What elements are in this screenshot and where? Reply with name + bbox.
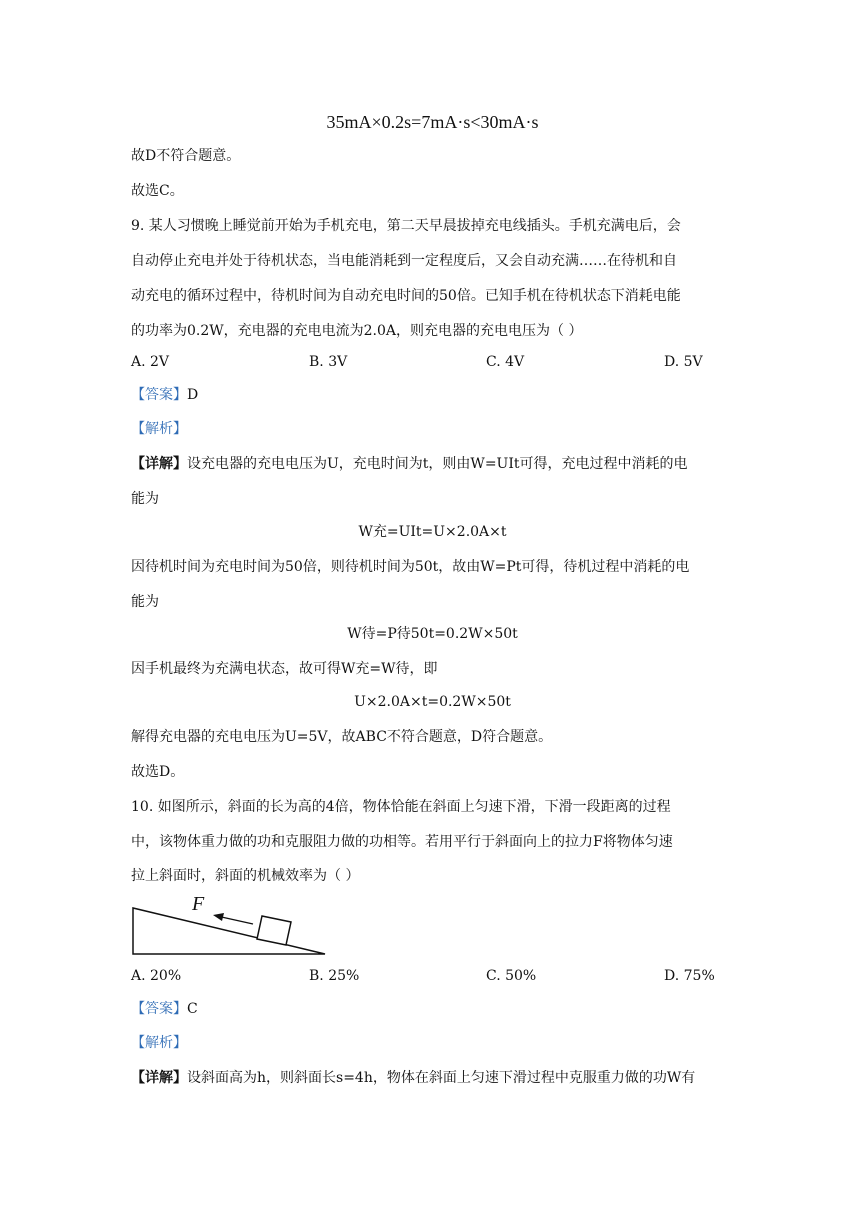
q9-detail-text: 设充电器的充电电压为U，充电时间为t，则由W=UIt可得，充电过程中消耗的电 (187, 456, 688, 472)
q10-answer-value: C (187, 1001, 198, 1017)
q9-stem-line2: 自动停止充电并处于待机状态，当电能消耗到一定程度后，又会自动充满……在待机和自 (131, 253, 677, 269)
q9-stem-line3: 动充电的循环过程中，待机时间为自动充电时间的50倍。已知手机在待机状态下消耗电能 (131, 288, 681, 304)
q9-select: 故选D。 (131, 764, 185, 780)
q10-stem-line3: 拉上斜面时，斜面的机械效率为（ ） (131, 868, 360, 884)
q10-detail-text: 设斜面高为h，则斜面长s=4h，物体在斜面上匀速下滑过程中克服重力做的功W有 (187, 1070, 696, 1086)
q9-equation2: W待=P待50t=0.2W×50t (347, 626, 518, 642)
q9-result: 解得充电器的充电电压为U=5V，故ABC不符合题意，D符合题意。 (131, 729, 553, 745)
q9-mid-line2: 能为 (131, 594, 159, 610)
q10-option-a: A. 20% (131, 968, 182, 984)
q10-option-c: C. 50% (486, 968, 537, 984)
q9-answer-value: D (187, 387, 199, 403)
q9-stem-line1: 9. 某人习惯晚上睡觉前开始为手机充电，第二天早晨拔掉充电线插头。手机充满电后，会 (131, 218, 681, 234)
q10-stem-line2: 中，该物体重力做的功和克服阻力做的功相等。若用平行于斜面向上的拉力F将物体匀速 (131, 834, 673, 850)
q9-stem-line4: 的功率为0.2W，充电器的充电电流为2.0A，则充电器的充电电压为（ ） (131, 323, 583, 339)
q9-option-b: B. 3V (309, 354, 348, 370)
q10-option-b: B. 25% (309, 968, 360, 984)
q9-answer-tag: 【答案】 (131, 387, 187, 403)
q9-equation1: W充=UIt=U×2.0A×t (358, 524, 507, 540)
q9-option-d: D. 5V (664, 354, 703, 370)
q9-equation3: U×2.0A×t=0.2W×50t (354, 694, 511, 710)
q10-answer (131, 999, 198, 1019)
q9-analysis-tag: 【解析】 (131, 421, 187, 437)
force-arrow-head (213, 913, 224, 921)
p8-select: 故选C。 (131, 183, 184, 199)
q10-answer-tag: 【答案】 (131, 1001, 187, 1017)
q10-detail-tag: 【详解】 (131, 1070, 187, 1086)
block (257, 916, 291, 945)
q9-detail-line2: 能为 (131, 491, 159, 507)
q9-detail-line1 (131, 454, 688, 474)
incline-diagram (125, 888, 335, 960)
p8-conclusion: 故D不符合题意。 (131, 148, 241, 164)
q10-detail-line1 (131, 1068, 695, 1088)
q9-mid-line3: 因手机最终为充满电状态，故可得W充=W待，即 (131, 661, 438, 677)
q9-answer (131, 385, 198, 405)
q9-detail-tag: 【详解】 (131, 456, 187, 472)
q9-option-a: A. 2V (131, 354, 170, 370)
header-equation: 35mA×0.2s=7mA·s<30mA·s (326, 112, 539, 132)
force-label: F (192, 893, 205, 915)
q10-option-d: D. 75% (664, 968, 715, 984)
q10-stem-line1: 10. 如图所示，斜面的长为高的4倍，物体恰能在斜面上匀速下滑，下滑一段距离的过程 (131, 799, 671, 815)
q9-mid-line1: 因待机时间为充电时间为50倍，则待机时间为50t，故由W=Pt可得，待机过程中消耗的电 (131, 559, 690, 575)
q9-option-c: C. 4V (486, 354, 525, 370)
q10-analysis-tag: 【解析】 (131, 1035, 187, 1051)
incline-triangle (133, 908, 325, 954)
